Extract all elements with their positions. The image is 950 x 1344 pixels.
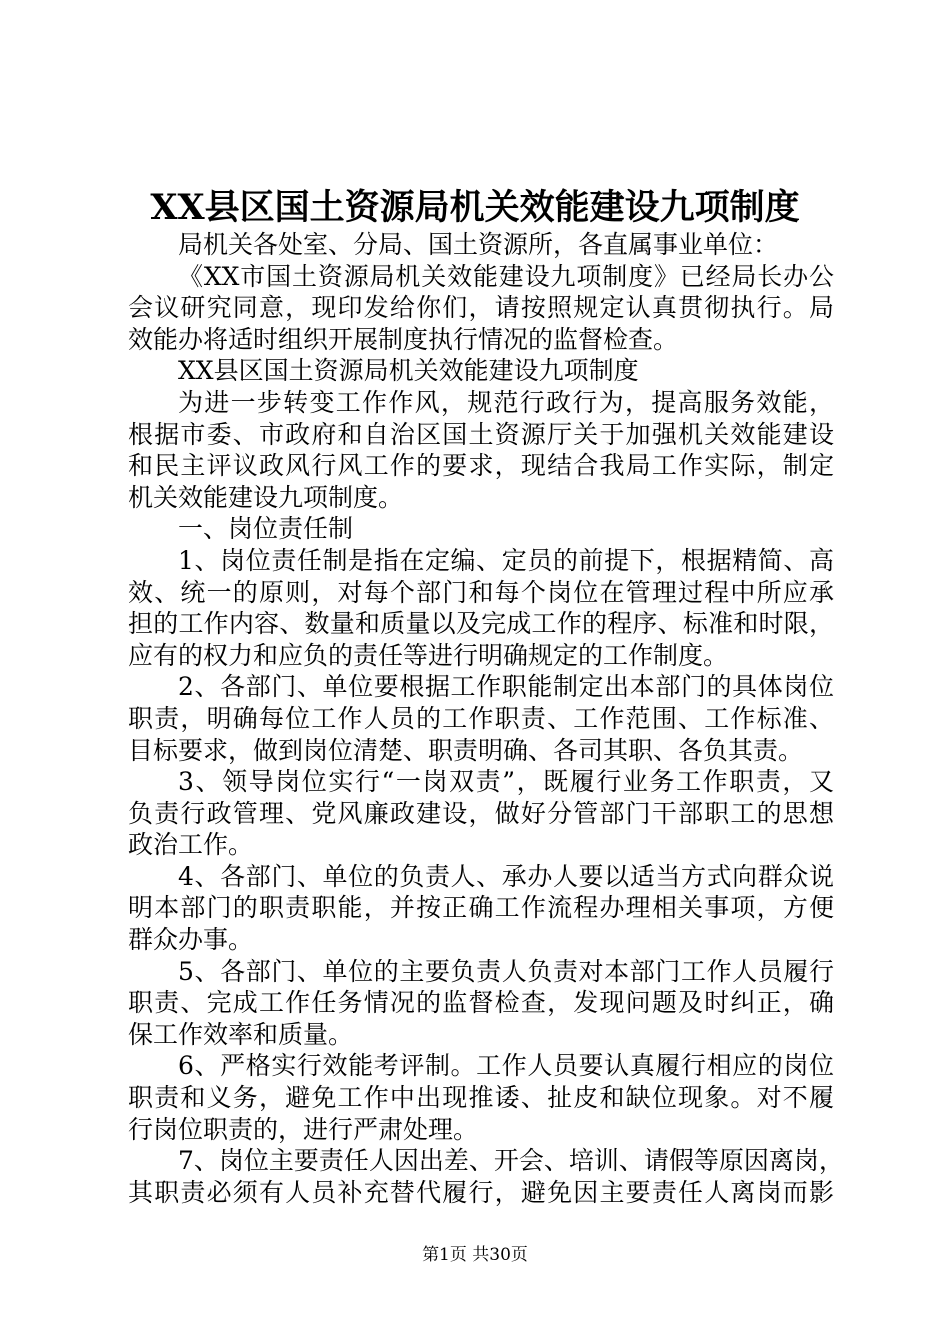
paragraph-line: 职责、完成工作任务情况的监督检查，发现问题及时纠正，确 bbox=[128, 988, 834, 1018]
paragraph-line: 机关效能建设九项制度。 bbox=[128, 482, 404, 512]
paragraph-line: 4、各部门、单位的负责人、承办人要以适当方式向群众说 bbox=[178, 861, 834, 891]
paragraph-line: 负责行政管理、党风廉政建设，做好分管部门干部职工的思想 bbox=[128, 798, 834, 828]
paragraph-line: 政治工作。 bbox=[128, 830, 254, 860]
paragraph-line: 会议研究同意，现印发给你们，请按照规定认真贯彻执行。局 bbox=[128, 293, 834, 323]
paragraph-line: 局机关各处室、分局、国土资源所，各直属事业单位： bbox=[178, 230, 779, 259]
paragraph-line: 5、各部门、单位的主要负责人负责对本部门工作人员履行 bbox=[178, 956, 834, 986]
paragraph-line: 根据市委、市政府和自治区国土资源厅关于加强机关效能建设 bbox=[128, 419, 834, 449]
paragraph-line: 担的工作内容、数量和质量以及完成工作的程序、标准和时限， bbox=[128, 609, 834, 639]
paragraph-line: 目标要求，做到岗位清楚、职责明确、各司其职、各负其责。 bbox=[128, 735, 804, 765]
paragraph-line: 6、严格实行效能考评制。工作人员要认真履行相应的岗位 bbox=[178, 1051, 834, 1081]
paragraph-line: 为进一步转变工作作风，规范行政行为，提高服务效能， bbox=[178, 387, 834, 417]
paragraph-line: 1、岗位责任制是指在定编、定员的前提下，根据精简、高 bbox=[178, 545, 834, 575]
paragraph-line: 其职责必须有人员补充替代履行，避免因主要责任人离岗而影 bbox=[128, 1177, 834, 1207]
paragraph-line: 职责和义务，避免工作中出现推诿、扯皮和缺位现象。对不履 bbox=[128, 1083, 834, 1113]
paragraph-line: 一、岗位责任制 bbox=[178, 514, 354, 544]
paragraph-line: 《XX市国土资源局机关效能建设九项制度》已经局长办公 bbox=[178, 261, 834, 291]
paragraph-line: 效、统一的原则，对每个部门和每个岗位在管理过程中所应承 bbox=[128, 577, 834, 607]
paragraph-line: 3、领导岗位实行“一岗双责”，既履行业务工作职责，又 bbox=[178, 767, 834, 797]
paragraph-line: 应有的权力和应负的责任等进行明确规定的工作制度。 bbox=[128, 640, 729, 670]
paragraph-line: 职责，明确每位工作人员的工作职责、工作范围、工作标准、 bbox=[128, 703, 834, 733]
paragraph-line: 和民主评议政风行风工作的要求，现结合我局工作实际，制定 bbox=[128, 451, 834, 481]
paragraph-line: 7、岗位主要责任人因出差、开会、培训、请假等原因离岗， bbox=[178, 1146, 844, 1176]
page-footer: 第1页 共30页 bbox=[422, 1245, 528, 1265]
paragraph-line: 明本部门的职责职能，并按正确工作流程办理相关事项，方便 bbox=[128, 893, 834, 923]
paragraph-line: 保工作效率和质量。 bbox=[128, 1019, 354, 1049]
document-body bbox=[128, 229, 844, 1208]
document-title: XX县区国土资源局机关效能建设九项制度 bbox=[150, 187, 800, 228]
paragraph-line: 行岗位职责的，进行严肃处理。 bbox=[128, 1114, 479, 1144]
paragraph-line: 群众办事。 bbox=[128, 925, 254, 955]
paragraph-line: 效能办将适时组织开展制度执行情况的监督检查。 bbox=[128, 324, 679, 354]
paragraph-line: XX县区国土资源局机关效能建设九项制度 bbox=[178, 356, 639, 386]
paragraph-line: 2、各部门、单位要根据工作职能制定出本部门的具体岗位 bbox=[178, 672, 834, 702]
